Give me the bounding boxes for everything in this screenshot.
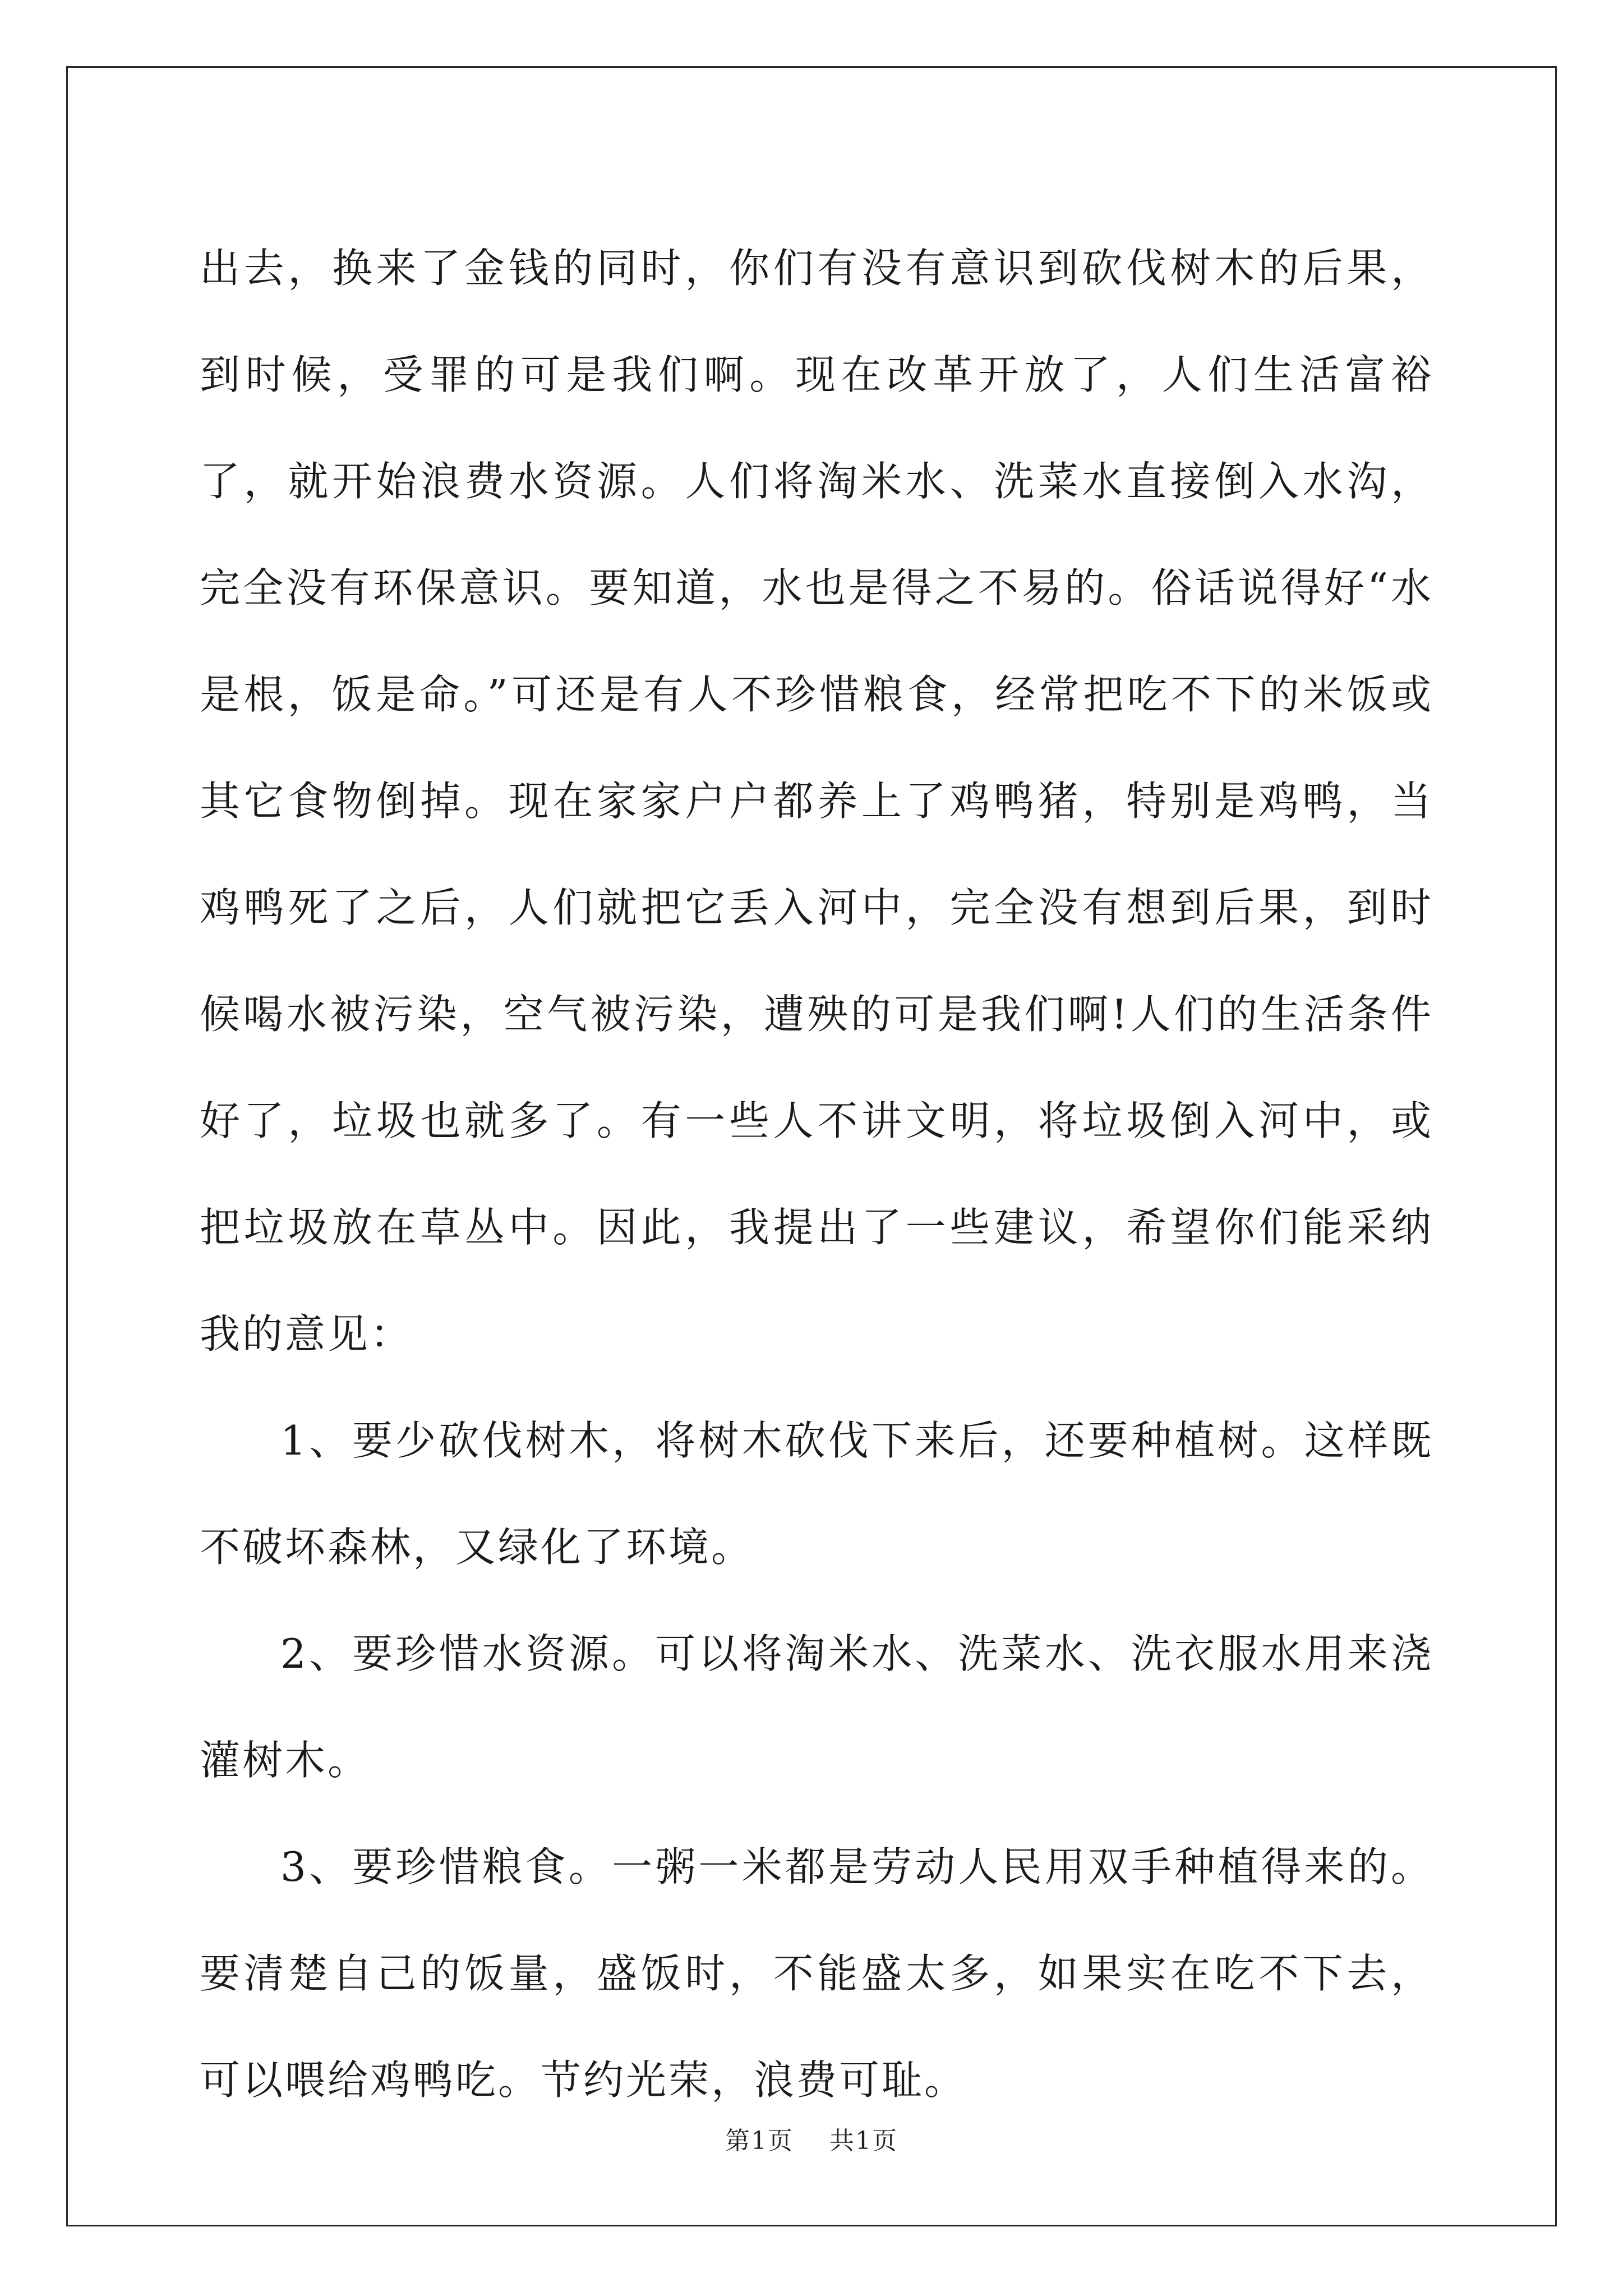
page-footer [0, 2120, 1623, 2156]
paragraph-2: 1、要少砍伐树木，将树木砍伐下来后，还要种植树。这样既不破坏森林，又绿化了环境。 [200, 1417, 1433, 1571]
paragraph-3: 2、要珍惜水资源。可以将淘米水、洗菜水、洗衣服水用来浇灌树木。 [200, 1630, 1433, 1784]
paragraph-1: 出去，换来了金钱的同时，你们有没有意识到砍伐树木的后果，到时候，受罪的可是我们啊。现在改革开放了，人们生活富裕了，就开始浪费水资源。人们将淘米水、洗菜水直接倒入水沟，完全没有环保意识。要知道，水也是得之不易的。俗话说得好“水是根，饭是命。”可还是有人不珍惜粮食，经常把吃不下的米饭或其它食物倒掉。现在家家户户都养上了鸡鸭猪，特别是鸡鸭，当鸡鸭死了之后，人们就把它丢入河中，完全没有想到后果，到时候喝水被污染，空气被污染，遭殃的可是我们啊!人们的生活条件好了，垃圾也就多了。有一些人不讲文明，将垃圾倒入河中，或把垃圾放在草丛中。因此，我提出了一些建议，希望你们能采纳我的意见： [200, 245, 1433, 1358]
page-number: 第1页 [725, 2127, 794, 2155]
paragraph-4: 3、要珍惜粮食。一粥一米都是劳动人民用双手种植得来的。要清楚自己的饭量，盛饭时，不能盛太多，如果实在吃不下去，可以喂给鸡鸭吃。节约光荣，浪费可耻。 [200, 1843, 1433, 2104]
page-total: 共1页 [829, 2127, 898, 2155]
document-body [200, 215, 1433, 2133]
